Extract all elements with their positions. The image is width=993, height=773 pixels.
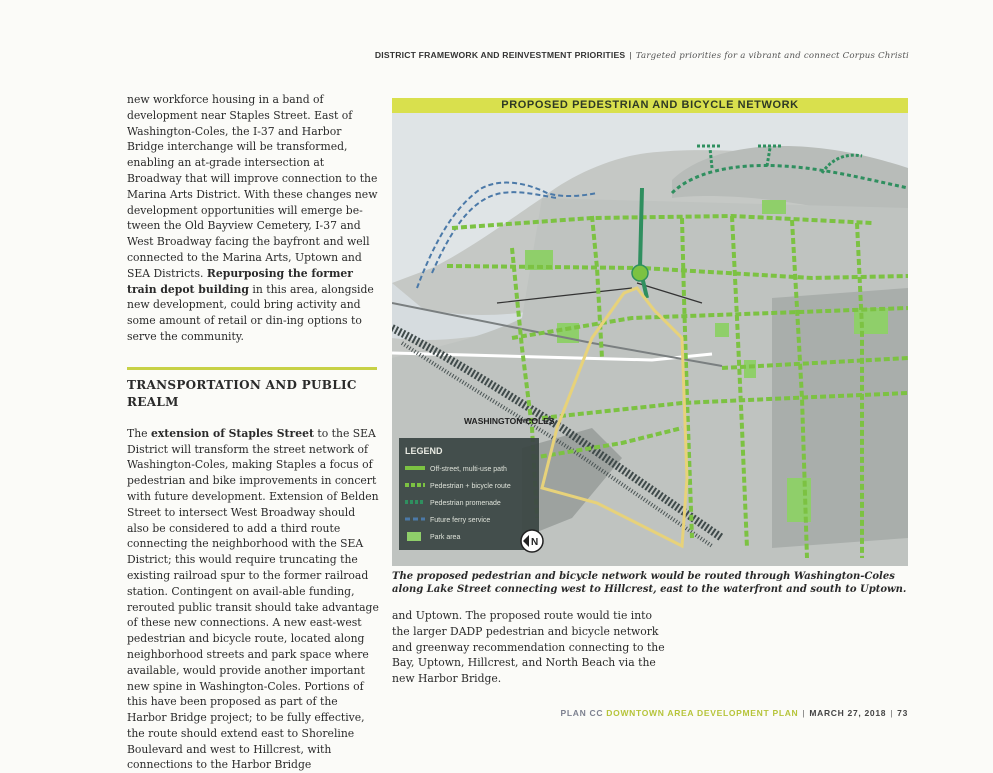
right-text-column <box>392 608 672 687</box>
park-area <box>854 308 888 334</box>
north-arrow-label: N <box>531 537 539 548</box>
footer-separator: | <box>890 708 894 718</box>
legend-item-offstreet: Off-street, multi-use path <box>430 466 507 473</box>
running-header <box>375 50 909 61</box>
header-section-title: DISTRICT FRAMEWORK AND REINVESTMENT PRIORITIES <box>374 50 626 60</box>
p1-text-b: in this area, alongside new development, could bring activity and some amount of retail or din-ing options to serve the community. <box>127 282 374 343</box>
map-title-band: PROPOSED PEDESTRIAN AND BICYCLE NETWORK <box>392 98 908 113</box>
paragraph-uptown-continuation: and Uptown. The proposed route would tie into the larger DADP pedestrian and bicycle network and greenway recommendation connecting to the Bay, Uptown, Hillcrest, and North Beach via the new Harbor Bridge. <box>392 609 665 686</box>
footer-plan: PLAN CC <box>560 708 604 718</box>
p2-bold-phrase: extension of Staples Street <box>150 426 314 440</box>
p2-text-a: The <box>127 426 148 440</box>
header-separator: | <box>629 50 632 60</box>
legend-item-park: Park area <box>430 534 461 541</box>
legend-swatch-park <box>407 532 421 541</box>
footer-separator: | <box>802 708 806 718</box>
bridge-interchange-node <box>632 265 648 281</box>
left-text-column <box>127 92 379 773</box>
paragraph-staples-extension <box>127 426 379 773</box>
district-label-washington-coles: WASHINGTON-COLES <box>464 416 555 426</box>
p1-bold-phrase: Repurposing the former train depot building <box>127 266 353 296</box>
map-graphic <box>392 98 908 566</box>
footer-document-title: DOWNTOWN AREA DEVELOPMENT PLAN <box>606 708 799 718</box>
figure-caption: The proposed pedestrian and bicycle network would be routed through Washington-Coles along Lake Street connecting west to Hillcrest, east to the waterfront and south to Uptown. <box>392 571 907 595</box>
park-area <box>762 200 786 214</box>
legend-item-route: Pedestrian + bicycle route <box>430 483 511 490</box>
p2-text-b: to the SEA District will transform the street network of Washington-Coles, making Staples a focus of pedestrian and bike improvements in concert with future development. Extension of Belden Street to intersect West Broadway should also be considered to add a third route connecting the neighborhood with the SEA District; this would require truncating the existing railroad spur to the former railroad station. Contingent on avail-able funding, rerouted public transit should take advantage of these new connections. A new east-west pedestrian and bicycle route, located along neighborhood streets and park space where available, would provide another important new spine in Washington-Coles. Portions of this have been proposed as part of the Harbor Bridge project; to be fully effective, the route should extend east to Shoreline Boulevard and west to Hillcrest, with connections to the Harbor Bridge <box>127 426 379 772</box>
footer-date: MARCH 27, 2018 <box>809 708 887 718</box>
park-area <box>787 478 811 522</box>
page-footer <box>561 708 908 718</box>
header-subtitle: Targeted priorities for a vibrant and connect Corpus Christi <box>635 51 909 61</box>
section-heading-transportation: TRANSPORTATION AND PUBLIC REALM <box>127 377 357 409</box>
network-map-figure <box>392 98 908 566</box>
park-area <box>715 323 729 337</box>
legend-item-promenade: Pedestrian promenade <box>430 500 501 507</box>
page-number: 73 <box>897 708 908 718</box>
paragraph-workforce-housing <box>127 92 379 345</box>
legend-item-ferry: Future ferry service <box>430 517 491 524</box>
park-area <box>744 360 756 378</box>
section-divider-rule <box>127 367 377 370</box>
p1-text-a: new workforce housing in a band of development near Staples Street. East of Washington-Coles, the I-37 and Harbor Bridge interchange will be transformed, enabling an at-grade intersection at Broadway that will improve connection to the Marina Arts District. With these changes new development opportunities will emerge be-tween the Old Bayview Cemetery, I-37 and West Broadway facing the bayfront and well connected to the Marina Arts, Uptown and SEA Districts. <box>127 93 378 280</box>
legend-title: LEGEND <box>405 446 443 456</box>
